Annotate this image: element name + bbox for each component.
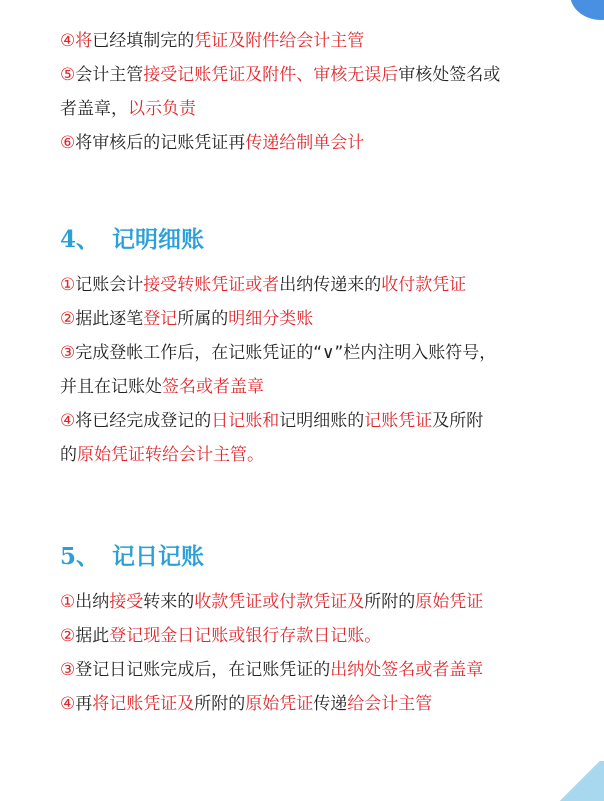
step-line xyxy=(60,370,560,404)
step-line xyxy=(60,24,560,58)
highlight-text: ① xyxy=(60,275,76,295)
highlight-text: 给会计主管 xyxy=(347,694,433,714)
body-text: 记明细账的 xyxy=(279,411,365,431)
highlight-text: 将记账凭证及 xyxy=(92,694,195,714)
body-text: 的 xyxy=(60,445,77,465)
highlight-text: 出纳处签名或者盖章 xyxy=(330,660,484,680)
highlight-text: 日记账和 xyxy=(211,411,280,431)
body-text: 记账会计 xyxy=(75,275,144,295)
highlight-text: 凭证及附件给会计主管 xyxy=(194,31,365,51)
body-text: 者盖章， xyxy=(60,99,128,119)
step-line xyxy=(60,687,560,721)
body-text: 并且在记账处 xyxy=(60,377,162,397)
highlight-text: 以示负责 xyxy=(128,99,196,119)
body-text: 据此逐笔 xyxy=(75,309,144,329)
corner-decoration-bottom xyxy=(556,761,604,801)
body-text: 已经填制完的 xyxy=(92,31,195,51)
step-line xyxy=(60,653,560,687)
highlight-text: 记账凭证 xyxy=(364,411,433,431)
section-title: 记明细账 xyxy=(112,226,204,253)
highlight-text: 原始凭证 xyxy=(415,592,484,612)
section-5-steps xyxy=(60,585,560,721)
highlight-text: ② xyxy=(60,626,76,646)
highlight-text: ⑤ xyxy=(60,65,76,85)
body-text: 出纳传递来的 xyxy=(279,275,382,295)
body-text: 将已经完成登记的 xyxy=(75,411,212,431)
highlight-text: 传递给制单会计 xyxy=(245,133,365,153)
highlight-text: 接受转账凭证或者 xyxy=(143,275,280,295)
step-line xyxy=(60,619,560,653)
body-text: 据此 xyxy=(75,626,110,646)
highlight-text: 收款凭证或付款凭证及 xyxy=(194,592,365,612)
body-text: 传递 xyxy=(313,694,348,714)
body-text: 转来的 xyxy=(143,592,195,612)
step-line xyxy=(60,302,560,336)
body-text: 会计主管 xyxy=(75,65,144,85)
body-text: 所属的 xyxy=(177,309,229,329)
step-line xyxy=(60,438,560,472)
step-line xyxy=(60,585,560,619)
highlight-text: 登记现金日记账或银行存款日记账。 xyxy=(109,626,382,646)
section-number: 4、 xyxy=(60,226,100,253)
step-line xyxy=(60,404,560,438)
body-text: 审核处签名或 xyxy=(398,65,501,85)
highlight-text: 接受记账凭证及附件、审核无误后 xyxy=(143,65,399,85)
section-title: 记日记账 xyxy=(112,543,204,570)
highlight-text: ⑥ xyxy=(60,133,76,153)
highlight-text: 将 xyxy=(75,31,93,51)
highlight-text: 原始凭证转给会计主管。 xyxy=(77,445,264,465)
highlight-text: 原始凭证 xyxy=(245,694,314,714)
step-line xyxy=(60,58,560,92)
section-5-heading xyxy=(60,537,560,577)
section-prev-steps xyxy=(60,24,560,160)
highlight-text: 接受 xyxy=(109,592,144,612)
step-line xyxy=(60,268,560,302)
corner-decoration-top xyxy=(570,0,604,20)
body-text: 及所附 xyxy=(432,411,484,431)
highlight-text: ③ xyxy=(60,343,76,363)
body-text: 将审核后的记账凭证再 xyxy=(75,133,246,153)
step-line xyxy=(60,126,560,160)
document-body xyxy=(60,24,560,721)
section-4-steps xyxy=(60,268,560,472)
highlight-text: ④ xyxy=(60,694,76,714)
highlight-text: ③ xyxy=(60,660,76,680)
highlight-text: 明细分类账 xyxy=(228,309,314,329)
highlight-text: 收付款凭证 xyxy=(381,275,467,295)
step-line xyxy=(60,92,560,126)
highlight-text: ④ xyxy=(60,411,76,431)
body-text: 再 xyxy=(75,694,93,714)
section-number: 5、 xyxy=(60,543,100,570)
step-line xyxy=(60,336,560,370)
highlight-text: 签名或者盖章 xyxy=(162,377,264,397)
body-text: 所附的 xyxy=(194,694,246,714)
body-text: 登记日记账完成后，在记账凭证的 xyxy=(75,660,331,680)
body-text: 出纳 xyxy=(75,592,110,612)
highlight-text: ② xyxy=(60,309,76,329)
highlight-text: 登记 xyxy=(143,309,178,329)
highlight-text: ④ xyxy=(60,31,76,51)
body-text: 完成登帐工作后，在记账凭证的“∨”栏内注明入账符号， xyxy=(75,343,497,363)
body-text: 所附的 xyxy=(364,592,416,612)
highlight-text: ① xyxy=(60,592,76,612)
section-4-heading xyxy=(60,220,560,260)
